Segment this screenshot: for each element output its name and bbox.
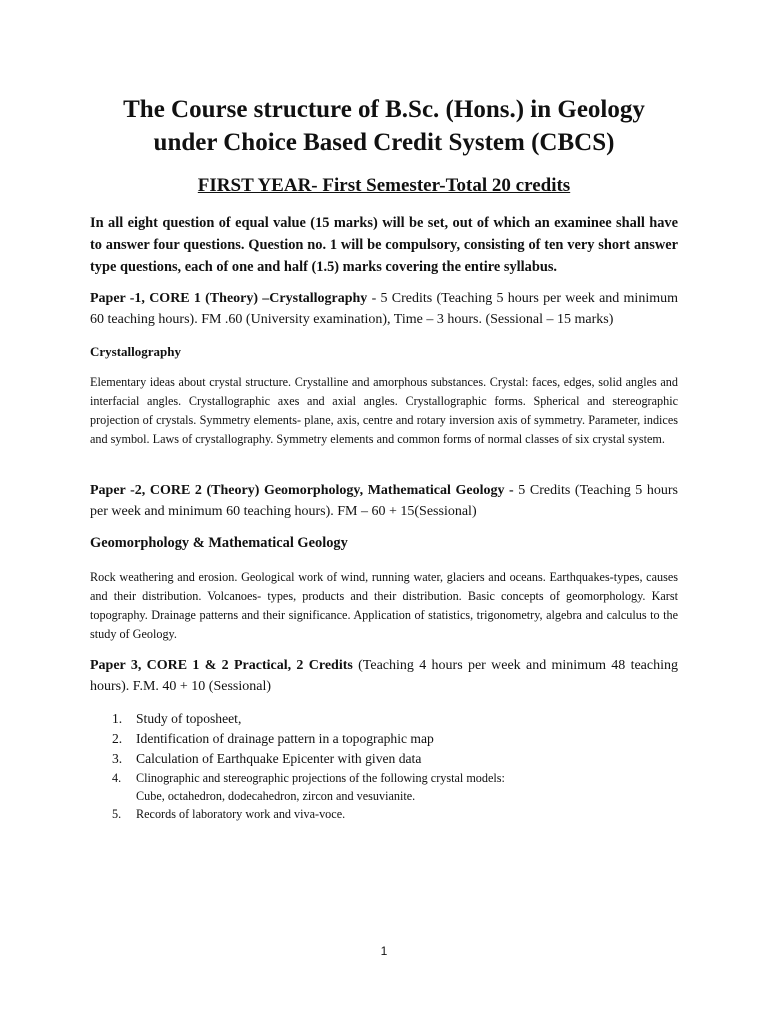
list-item-number: 3.	[112, 751, 123, 766]
exam-instructions: In all eight question of equal value (15 marks) will be set, out of which an examinee shall have to answer four questions. Question no. 1 will be compulsory, consisting of ten very short answer type questions, each of one and half (1.5) marks covering the entire syllabus.	[90, 215, 678, 275]
paper-1-heading: Crystallography	[90, 344, 181, 359]
paper-2-details: 5 Credits (Teaching 5 hours per week and minimum 60 teaching hours). FM – 60 + 15(Sessional)	[90, 483, 678, 519]
semester-heading: FIRST YEAR- First Semester-Total 20 credits	[197, 175, 571, 196]
paper-1-description	[90, 288, 678, 330]
list-item-text: Calculation of Earthquake Epicenter with given data	[136, 751, 422, 766]
list-item-number: 1.	[112, 711, 123, 726]
practical-list	[108, 709, 668, 823]
list-item-text: Study of toposheet,	[136, 711, 242, 726]
paper-2-label: Paper -2, CORE 2 (Theory) Geomorphology, Mathematical Geology -	[90, 483, 514, 498]
paper-1-label: Paper -1, CORE 1 (Theory) –Crystallography	[90, 291, 368, 306]
list-item-text: Records of laboratory work and viva-voce.	[136, 807, 346, 821]
paper-2-syllabus: Rock weathering and erosion. Geological work of wind, running water, glaciers and oceans. Earthquakes-types, causes and their distribution. Volcanoes- types, products and their distribution. Basic concepts of geomorphology. Karst topography. Drainage patterns and their significance. Application of statistics, trigonometry, algebra and calculus to the study of Geology.	[90, 570, 678, 641]
paper-3-description	[90, 655, 678, 697]
paper-3-label: Paper 3, CORE 1 & 2 Practical, 2 Credits	[90, 658, 353, 673]
list-item	[108, 805, 668, 823]
title-line-1: The Course structure of B.Sc. (Hons.) in Geology	[123, 96, 645, 123]
list-item	[108, 709, 668, 729]
list-item-text: Identification of drainage pattern in a topographic map	[136, 731, 434, 746]
list-item-number: 5.	[112, 807, 122, 821]
list-item	[108, 729, 668, 749]
list-item-number: 4.	[112, 771, 122, 785]
list-item-number: 2.	[112, 731, 123, 746]
paper-2-description	[90, 480, 678, 522]
list-item	[108, 769, 668, 805]
list-item-text: Clinographic and stereographic projections of the following crystal models:	[136, 771, 505, 785]
title-line-2: under Choice Based Credit System (CBCS)	[153, 129, 615, 156]
page-number: 1	[380, 944, 388, 958]
paper-3-details: (Teaching 4 hours per week and minimum 48 teaching hours). F.M. 40 + 10 (Sessional)	[90, 658, 678, 694]
list-item-subtext: Cube, octahedron, dodecahedron, zircon and vesuvianite.	[136, 789, 416, 803]
document-title	[60, 93, 708, 159]
paper-1-syllabus: Elementary ideas about crystal structure. Crystalline and amorphous substances. Crystal: faces, edges, solid angles and interfacial angles. Crystallographic axes and axial angles. Crystallographic forms. Spherical and stereographic projection of crystals. Symmetry elements- plane, axis, centre and rotary inversion axis of symmetry. Parameter, indices and symbol. Laws of crystallography. Symmetry elements and common forms of normal classes of six crystal system.	[90, 375, 678, 446]
paper-2-heading: Geomorphology & Mathematical Geology	[90, 535, 348, 551]
paper-1-details: - 5 Credits (Teaching 5 hours per week and minimum 60 teaching hours). FM .60 (University examination), Time – 3 hours. (Sessional – 15 marks)	[90, 291, 678, 327]
list-item	[108, 749, 668, 769]
